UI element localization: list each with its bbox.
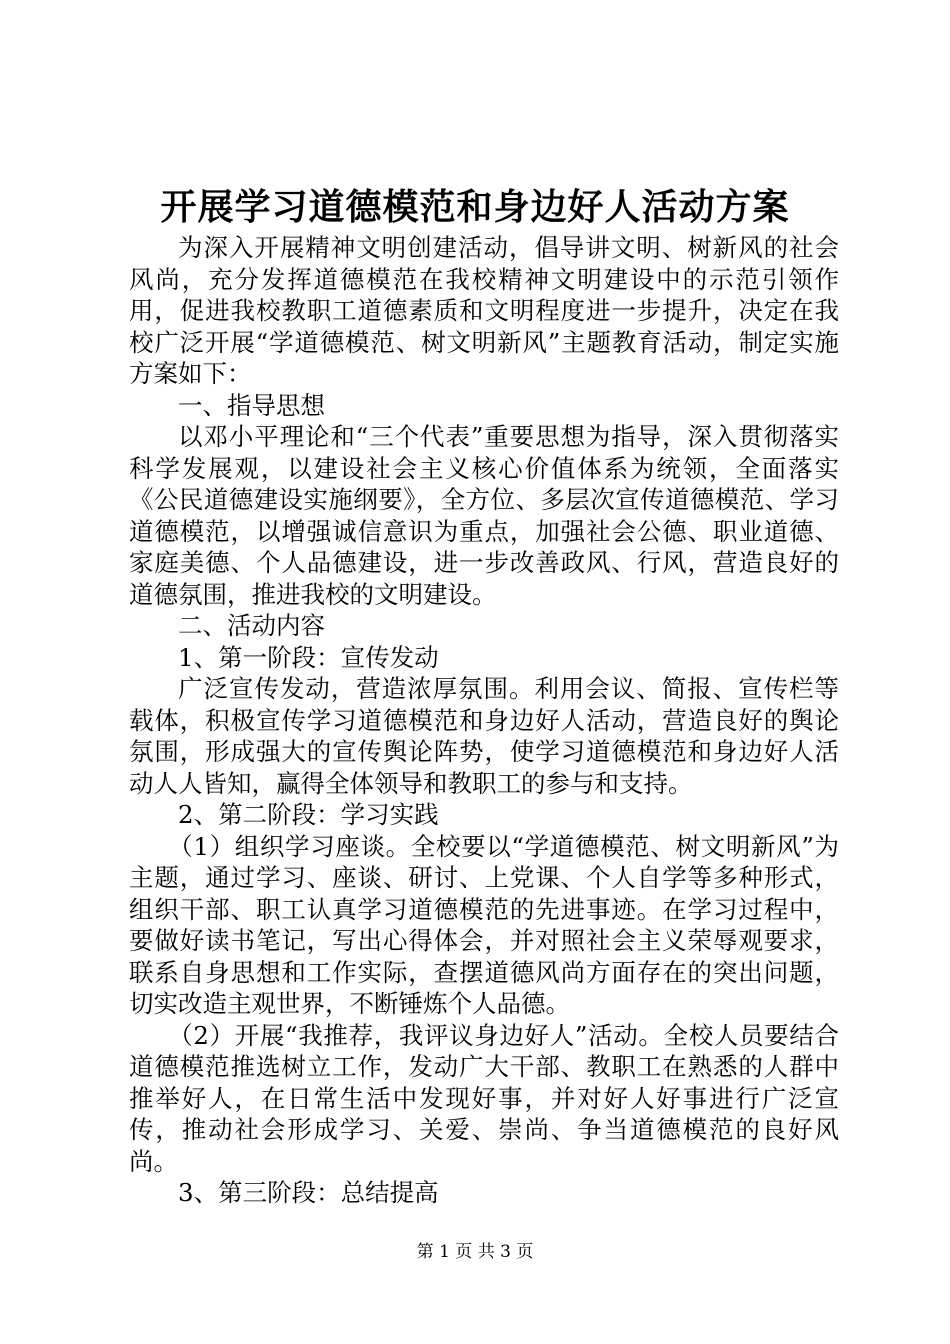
guiding-thought-paragraph: 以邓小平理论和“三个代表”重要思想为指导，深入贯彻落实科学发展观，以建设社会主义核心价值体系为统领，全面落实《公民道德建设实施纲要》，全方位、多层次宣传道德模范、学习道德模范，以增强诚信意识为重点，加强社会公德、职业道德、家庭美德、个人品德建设，进一步改善政风、行风，营造良好的道德氛围，推进我校的文明建设。 [129, 422, 839, 609]
stage-one-paragraph: 广泛宣传发动，营造浓厚氛围。利用会议、简报、宣传栏等载体，积极宣传学习道德模范和身边好人活动，营造良好的舆论氛围，形成强大的宣传舆论阵势，使学习道德模范和身边好人活动人人皆知，赢得全体领导和教职工的参与和支持。 [129, 674, 839, 798]
stage-two-item-2: （2）开展“我推荐，我评议身边好人”活动。全校人员要结合道德模范推选树立工作，发动广大干部、教职工在熟悉的人群中推举好人，在日常生活中发现好事，并对好人好事进行广泛宣传，推动社会形成学习、关爱、崇尚、争当道德模范的良好风尚。 [129, 1020, 839, 1176]
section-heading-guiding-thought: 一、指导思想 [178, 390, 325, 420]
section-heading-activity-content: 二、活动内容 [178, 611, 325, 640]
document-body [129, 232, 839, 1209]
stage-two-heading: 2、第二阶段：学习实践 [178, 800, 439, 829]
document-title: 开展学习道德模范和身边好人活动方案 [160, 186, 790, 228]
stage-one-heading: 1、第一阶段：宣传发动 [178, 642, 439, 672]
stage-two-item-1: （1）组织学习座谈。全校要以“学道德模范、树文明新风”为主题，通过学习、座谈、研讨、上党课、个人自学等多种形式，组织干部、职工认真学习道德模范的先进事迹。在学习过程中，要做好读书笔记，写出心得体会，并对照社会主义荣辱观要求，联系自身思想和工作实际，查摆道德风尚方面存在的突出问题，切实改造主观世界，不断锤炼个人品德。 [129, 831, 839, 1018]
page-footer: 第 1 页 共 3 页 [416, 1242, 534, 1262]
intro-paragraph: 为深入开展精神文明创建活动，倡导讲文明、树新风的社会风尚，充分发挥道德模范在我校精神文明建设中的示范引领作用，促进我校教职工道德素质和文明程度进一步提升，决定在我校广泛开展“学道德模范、树文明新风”主题教育活动，制定实施方案如下： [129, 233, 839, 388]
stage-three-heading: 3、第三阶段：总结提高 [178, 1178, 439, 1207]
